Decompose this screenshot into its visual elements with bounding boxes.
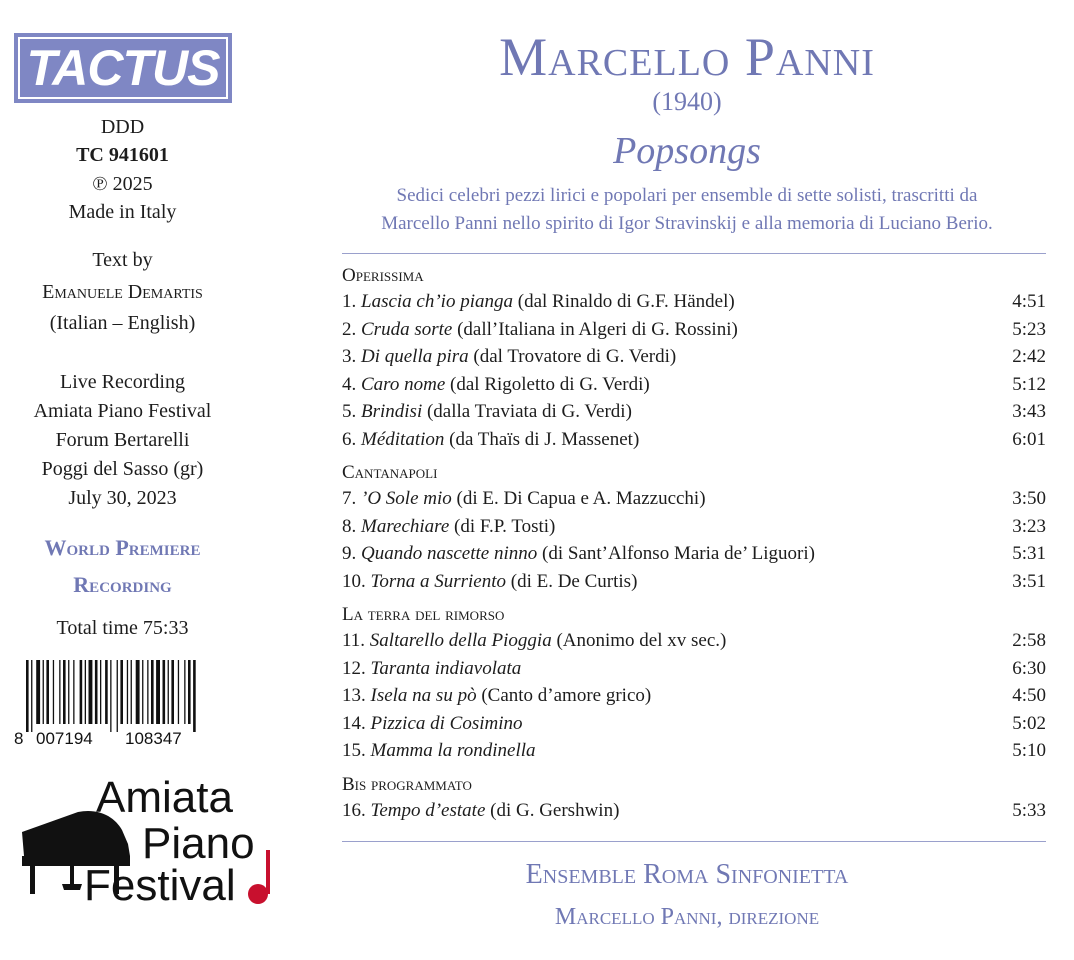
recording-line: Amiata Piano Festival (33, 400, 212, 422)
barcode-bar (193, 660, 196, 732)
track-note: (dal Rinaldo di G.F. Händel) (517, 291, 735, 312)
track-note: (di G. Gershwin) (490, 799, 620, 821)
track-time: 2:58 (1012, 630, 1046, 651)
description-line: Marcello Panni nello spirito di Igor Stravinskij e alla memoria di Luciano Berio. (381, 213, 993, 234)
track-number: 9. (342, 543, 357, 564)
barcode-bar (131, 660, 132, 724)
track-info (342, 655, 521, 683)
track-title: Isela na su pò (370, 685, 477, 706)
track-info (342, 343, 676, 371)
track-row (342, 682, 1046, 710)
divider (342, 253, 1046, 254)
track-row (342, 398, 1046, 426)
tracklist (342, 264, 1046, 824)
barcode-digit: 8 (14, 729, 24, 748)
barcode-bar (53, 660, 54, 724)
track-row (342, 797, 1046, 825)
track-time: 3:51 (1012, 570, 1046, 592)
track-info (342, 627, 726, 655)
track-note: (dalla Traviata di G. Verdi) (426, 401, 632, 422)
track-number: 16. (342, 799, 366, 821)
barcode-bar (85, 660, 86, 724)
catalog-number: TC 941601 (76, 144, 169, 166)
track-info (342, 398, 632, 426)
recording-line: Forum Bertarelli (55, 429, 190, 451)
premiere-badge: Recording (73, 572, 172, 597)
barcode-bar (178, 660, 179, 724)
track-note: (Anonimo del xv sec.) (556, 630, 727, 651)
track-time: 6:30 (1012, 657, 1046, 679)
track-info (342, 485, 706, 513)
barcode-bar (147, 660, 148, 724)
track-time: 5:12 (1012, 373, 1046, 395)
track-note: (dall’Italiana in Algeri di G. Rossini) (457, 318, 738, 340)
barcode-bar (68, 660, 69, 724)
festival-logo-line: Piano (142, 819, 255, 868)
barcode-bar (163, 660, 166, 724)
track-number: 2. (342, 318, 357, 340)
track-time: 3:43 (1012, 401, 1046, 422)
track-title: Cruda sorte (361, 318, 453, 340)
track-note: (di Sant’Alfonso Maria de’ Liguori) (542, 543, 815, 564)
languages: (Italian – English) (49, 312, 196, 334)
barcode-bar (43, 660, 44, 724)
premiere-badge: World Premiere (44, 535, 201, 560)
barcode-bar (168, 660, 169, 724)
track-row (342, 627, 1046, 655)
recording-line: Poggi del Sasso (gr) (41, 458, 204, 480)
track-title: Torna a Surriento (370, 570, 506, 592)
copyright: ℗ 2025 (92, 173, 153, 195)
track-number: 1. (342, 291, 357, 312)
track-info (342, 288, 735, 316)
track-title: Pizzica di Cosimino (370, 712, 523, 734)
track-number: 7. (342, 488, 357, 509)
track-info (342, 737, 536, 765)
text-by-label: Text by (92, 249, 153, 271)
track-title: Lascia ch’io pianga (361, 291, 513, 312)
track-row (342, 343, 1046, 371)
track-time: 5:23 (1012, 318, 1046, 340)
track-info (342, 426, 639, 454)
track-note: (Canto d’amore grico) (481, 685, 652, 706)
track-time: 5:31 (1012, 543, 1046, 564)
track-info (342, 710, 523, 738)
track-time: 4:50 (1012, 685, 1046, 706)
barcode-bar (26, 660, 29, 732)
description-line: Sedici celebri pezzi lirici e popolari per ensemble di sette solisti, trascritti da (396, 185, 978, 206)
barcode-bar (136, 660, 140, 724)
track-number: 13. (342, 685, 366, 706)
barcode-bar (80, 660, 83, 724)
track-time: 6:01 (1012, 428, 1046, 450)
barcode-bar (188, 660, 191, 724)
recording-line: Live Recording (60, 371, 185, 393)
barcode-bar (110, 660, 111, 732)
left-column (0, 0, 255, 960)
track-row (342, 485, 1046, 513)
track-info (342, 316, 738, 344)
track-row (342, 513, 1046, 541)
ensemble-name: Ensemble Roma Sinfonietta (525, 859, 849, 890)
director: Marcello Panni, direzione (554, 904, 820, 930)
section-title: Operissima (342, 265, 424, 286)
track-title: Di quella pira (361, 346, 469, 367)
track-title: Tempo d’estate (370, 799, 486, 821)
divider (342, 841, 1046, 842)
barcode-bar (100, 660, 101, 724)
barcode-bar (156, 660, 160, 724)
track-row (342, 737, 1046, 765)
barcode-digit: 108347 (125, 729, 182, 748)
track-number: 15. (342, 740, 366, 761)
track-row (342, 710, 1046, 738)
track-note: (di F.P. Tosti) (454, 515, 556, 537)
track-info (342, 682, 651, 710)
track-note: (dal Trovatore di G. Verdi) (473, 346, 677, 367)
composer-name: Marcello Panni (499, 27, 875, 87)
barcode-bar (46, 660, 49, 724)
track-time: 4:51 (1012, 291, 1046, 312)
section-title: La terra del rimorso (342, 604, 505, 625)
tactus-logo (14, 33, 232, 103)
recording-line: July 30, 2023 (68, 487, 177, 509)
track-row (342, 540, 1046, 568)
track-time: 5:02 (1012, 712, 1046, 734)
barcode-bar (73, 660, 74, 724)
tactus-logo-text: TACTUS (26, 40, 220, 96)
track-title: Mamma la rondinella (370, 740, 536, 761)
festival-logo-line: Festival (84, 861, 236, 910)
track-time: 5:10 (1012, 740, 1046, 761)
track-number: 10. (342, 570, 366, 592)
festival-logo-line: Amiata (96, 773, 233, 822)
section-title: Cantanapoli (342, 462, 438, 483)
track-row (342, 371, 1046, 399)
track-title: Marechiare (361, 515, 450, 537)
barcode-bar (89, 660, 93, 724)
barcode-bar (171, 660, 174, 724)
barcode-bar (127, 660, 128, 724)
track-title: ’O Sole mio (361, 488, 452, 509)
total-time: Total time 75:33 (56, 617, 189, 639)
barcode-digit: 007194 (36, 729, 93, 748)
barcode (14, 658, 220, 748)
track-number: 6. (342, 428, 357, 450)
section-title: Bis programmato (342, 773, 472, 795)
barcode-bar (31, 660, 32, 732)
track-number: 12. (342, 657, 366, 679)
barcode-bar (142, 660, 143, 724)
track-info (342, 371, 650, 399)
amiata-piano-festival-logo (18, 772, 298, 912)
audio-format: DDD (100, 116, 145, 138)
track-row (342, 288, 1046, 316)
track-time: 5:33 (1012, 799, 1046, 821)
note-icon (248, 884, 268, 904)
track-number: 8. (342, 515, 357, 537)
track-time: 3:50 (1012, 488, 1046, 509)
track-number: 14. (342, 712, 366, 734)
track-row (342, 426, 1046, 454)
track-note: (da Thaïs di J. Massenet) (449, 428, 640, 450)
track-row (342, 655, 1046, 683)
track-title: Taranta indiavolata (370, 657, 522, 679)
barcode-bar (184, 660, 185, 724)
track-row (342, 316, 1046, 344)
track-number: 3. (342, 346, 357, 367)
track-time: 3:23 (1012, 515, 1046, 537)
barcode-bar (105, 660, 108, 724)
section-gap (342, 453, 1046, 461)
barcode-bar (95, 660, 98, 724)
track-number: 5. (342, 401, 357, 422)
text-author: Emanuele Demartis (42, 281, 203, 303)
track-number: 4. (342, 373, 357, 395)
barcode-bar (120, 660, 123, 724)
track-note: (di E. Di Capua e A. Mazzucchi) (456, 488, 706, 509)
barcode-bar (36, 660, 40, 724)
track-title: Quando nascette ninno (361, 543, 538, 564)
track-title: Brindisi (361, 401, 423, 422)
track-info (342, 540, 815, 568)
track-title: Caro nome (361, 373, 446, 395)
track-info (342, 568, 637, 596)
section-gap (342, 765, 1046, 773)
barcode-bar (59, 660, 60, 724)
barcode-bar (117, 660, 118, 732)
origin: Made in Italy (68, 201, 177, 223)
track-note: (dal Rigoletto di G. Verdi) (450, 373, 650, 395)
album-title: Popsongs (613, 130, 761, 172)
composer-dates: (1940) (652, 87, 722, 116)
track-time: 2:42 (1012, 346, 1046, 367)
track-info (342, 797, 619, 825)
track-note: (di E. De Curtis) (510, 570, 638, 592)
barcode-bar (151, 660, 154, 724)
track-number: 11. (342, 630, 366, 651)
track-info (342, 513, 555, 541)
track-row (342, 568, 1046, 596)
section-gap (342, 595, 1046, 603)
track-title: Saltarello della Pioggia (369, 630, 552, 651)
track-title: Méditation (361, 428, 445, 450)
barcode-bar (63, 660, 66, 724)
